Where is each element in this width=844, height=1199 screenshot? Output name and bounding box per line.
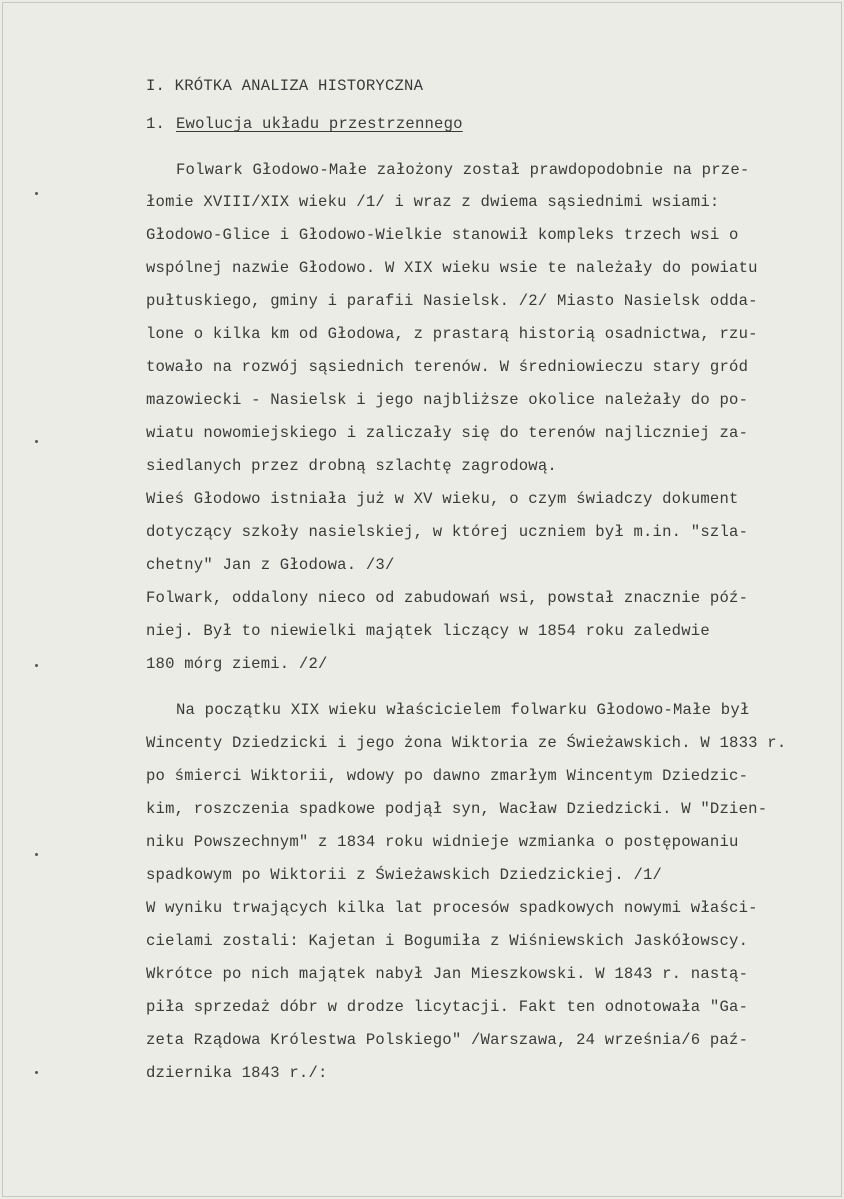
text-line-22: spadkowym po Wiktorii z Świeżawskich Dziedzickiej. /1/ [146, 866, 663, 884]
text-line-24: cielami zostali: Kajetan i Bogumiła z Wiśniewskich Jaskółowscy. [146, 932, 749, 950]
section-heading: I. KRÓTKA ANALIZA HISTORYCZNA [146, 77, 424, 95]
text-line-28: dziernika 1843 r./: [146, 1064, 328, 1082]
text-line-9: wiatu nowomiejskiego i zaliczały się do terenów najliczniej za- [146, 424, 749, 442]
text-line-14: Folwark, oddalony nieco od zabudowań wsi, powstał znacznie póź- [146, 589, 749, 607]
text-line-18: Wincenty Dziedzicki i jego żona Wiktoria ze Świeżawskich. W 1833 r. [146, 734, 787, 752]
text-line-21: niku Powszechnym" z 1834 roku widnieje wzmianka o postępowaniu [146, 833, 739, 851]
text-line-23: W wyniku trwających kilka lat procesów spadkowych nowymi właści- [146, 899, 758, 917]
text-line-4: wspólnej nazwie Głodowo. W XIX wieku wsie te należały do powiatu [146, 259, 758, 277]
text-line-3: Głodowo-Glice i Głodowo-Wielkie stanowił kompleks trzech wsi o [146, 226, 739, 244]
text-line-20: kim, roszczenia spadkowe podjął syn, Wacław Dziedzicki. W "Dzien- [146, 800, 768, 818]
margin-mark [35, 1071, 38, 1074]
subsection-title: Ewolucja układu przestrzennego [176, 115, 463, 133]
margin-mark [35, 440, 38, 443]
text-line-17: Na początku XIX wieku właścicielem folwarku Głodowo-Małe był [176, 701, 750, 719]
margin-mark [35, 664, 38, 667]
text-line-2: łomie XVIII/XIX wieku /1/ i wraz z dwiema sąsiednimi wsiami: [146, 193, 720, 211]
text-line-6: lone o kilka km od Głodowa, z prastarą historią osadnictwa, rzu- [146, 325, 758, 343]
margin-mark [35, 192, 38, 195]
text-line-13: chetny" Jan z Głodowa. /3/ [146, 556, 395, 574]
text-line-10: siedlanych przez drobną szlachtę zagrodową. [146, 457, 557, 475]
text-line-11: Wieś Głodowo istniała już w XV wieku, o czym świadczy dokument [146, 490, 739, 508]
subsection-number: 1. [146, 115, 166, 133]
text-line-12: dotyczący szkoły nasielskiej, w której uczniem był m.in. "szla- [146, 523, 749, 541]
margin-mark [35, 853, 38, 856]
text-line-26: piła sprzedaż dóbr w drodze licytacji. Fakt ten odnotowała "Ga- [146, 998, 749, 1016]
text-line-15: niej. Był to niewielki majątek liczący w 1854 roku zaledwie [146, 622, 710, 640]
text-line-27: zeta Rządowa Królestwa Polskiego" /Warszawa, 24 września/6 paź- [146, 1031, 749, 1049]
text-line-8: mazowiecki - Nasielsk i jego najbliższe okolice należały do po- [146, 391, 749, 409]
text-line-25: Wkrótce po nich majątek nabył Jan Mieszkowski. W 1843 r. nastą- [146, 965, 749, 983]
text-line-5: pułtuskiego, gminy i parafii Nasielsk. /2/ Miasto Nasielsk odda- [146, 292, 758, 310]
text-line-1: Folwark Głodowo-Małe założony został prawdopodobnie na prze- [176, 161, 750, 179]
text-line-16: 180 mórg ziemi. /2/ [146, 655, 328, 673]
text-line-7: towało na rozwój sąsiednich terenów. W średniowieczu stary gród [146, 358, 749, 376]
text-line-19: po śmierci Wiktorii, wdowy po dawno zmarłym Wincentym Dziedzic- [146, 767, 749, 785]
